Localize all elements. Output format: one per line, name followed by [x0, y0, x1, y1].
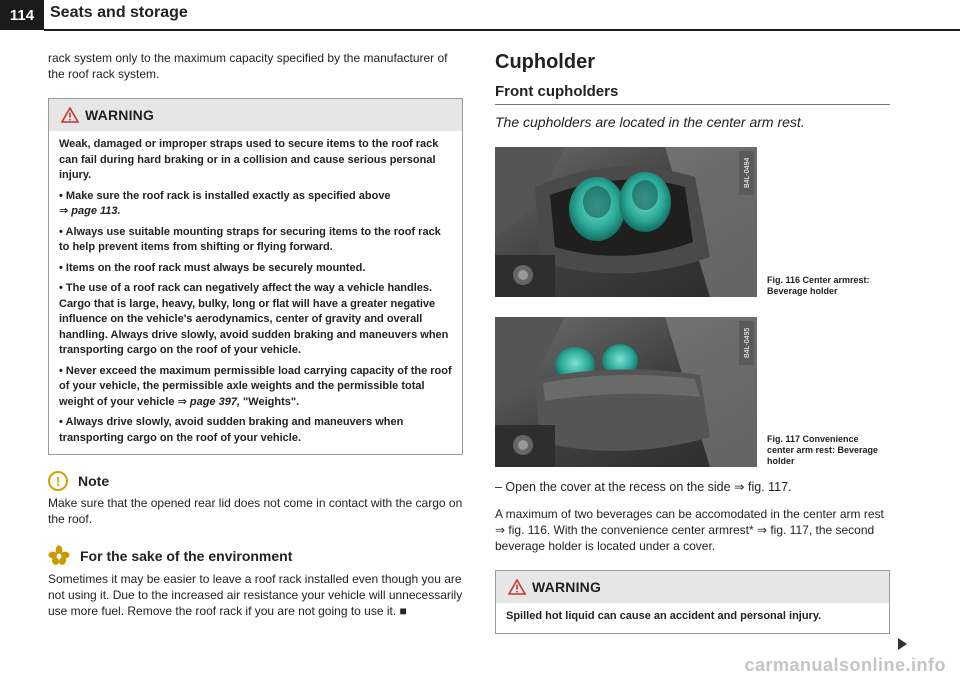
right-column: [495, 50, 890, 634]
front-cupholders-heading: Front cupholders: [495, 83, 619, 100]
warning-item-1: • Make sure the roof rack is installed exactly as specified above ⇒ page 113.: [59, 189, 391, 217]
section-lead: The cupholders are located in the center arm rest.: [495, 114, 805, 130]
warning-body: [496, 603, 889, 633]
figure-116-caption: Fig. 116 Center armrest: Beverage holder: [767, 275, 870, 296]
environment-leaf-icon: [48, 545, 70, 567]
continue-arrow-icon: [898, 638, 907, 650]
warning-box-hot-liquid: [495, 570, 890, 634]
warning-header: [496, 571, 889, 603]
warning-item-2: • Always use suitable mounting straps for securing items to the roof rack to help prevent items from shifting or flying forward.: [59, 225, 441, 253]
page-number: 114: [0, 0, 44, 30]
note-header: [48, 471, 463, 491]
section-title: Seats and storage: [50, 4, 188, 21]
page-ref-link[interactable]: page 397,: [189, 395, 240, 408]
figure-tag: B4L-0495: [744, 327, 751, 359]
figure-117-caption: Fig. 117 Convenience center arm rest: Beverage holder: [767, 434, 879, 466]
instruction-step: – Open the cover at the recess on the side ⇒ fig. 117.: [495, 480, 792, 494]
cupholder-body-text: A maximum of two beverages can be accomodated in the center arm rest ⇒ fig. 116. With the convenience center armrest* ⇒ fig. 117, the second beverage holder is located under a cover.: [495, 507, 884, 553]
note-title: Note: [78, 473, 110, 489]
warning-item-6: • Always drive slowly, avoid sudden braking and maneuvers when transporting cargo on the roof of your vehicle.: [59, 416, 404, 444]
note-exclamation-icon: !: [48, 471, 68, 491]
warning-triangle-icon: [61, 107, 79, 123]
convenience-armrest-photo: [495, 317, 757, 467]
intro-text: rack system only to the maximum capacity specified by the manufacturer of the roof rack system.: [48, 51, 448, 81]
left-column: [48, 50, 463, 619]
environment-header: [48, 545, 463, 567]
warning-header: [49, 99, 462, 131]
warning-body: [49, 131, 462, 454]
note-text: Make sure that the opened rear lid does not come in contact with the cargo on the roof.: [48, 496, 463, 526]
subheading-rule: [495, 104, 890, 105]
environment-text: Sometimes it may be easier to leave a roof rack installed even though you are not using it. Due to the increased air resistance your vehicle will unnecessarily use more fuel. Remove the roof rack if you are not going to use it. ■: [48, 572, 463, 618]
warning-triangle-icon: [508, 579, 526, 595]
header-rule: [44, 29, 960, 31]
warning-box-roof-rack: [48, 98, 463, 455]
warning-lead: Weak, damaged or improper straps used to secure items to the roof rack can fail during hard braking or in a collision and cause serious personal injury.: [59, 138, 439, 181]
page-ref-link[interactable]: ⇒ page 113.: [59, 205, 121, 217]
warning-item-5: • Never exceed the maximum permissible load carrying capacity of the roof of your vehicle, the permissible axle weights and the permissible total weight of your vehicle ⇒ page 397, "Weights".: [59, 364, 452, 408]
cupholder-heading: Cupholder: [495, 51, 595, 73]
environment-title: For the sake of the environment: [80, 548, 293, 564]
warning-title: WARNING: [532, 579, 602, 595]
warning-item-4: • The use of a roof rack can negatively affect the way a vehicle handles. Cargo that is large, heavy, bulky, long or flat will have a greater negative influence on the vehicle's aerodynamics, center of gravity and overall handling. Always drive slowly, avoid sudden braking and maneuvers when transporting cargo on the roof of your vehicle.: [59, 282, 449, 356]
figure-117: [495, 317, 890, 467]
warning-title: WARNING: [85, 107, 155, 123]
warning-item-3: • Items on the roof rack must always be securely mounted.: [59, 261, 366, 274]
warning-text: Spilled hot liquid can cause an accident and personal injury.: [506, 610, 822, 622]
center-armrest-photo: [495, 147, 757, 297]
figure-tag: B4L-0494: [744, 157, 751, 189]
watermark: carmanualsonline.info: [744, 655, 946, 675]
figure-116: [495, 147, 890, 297]
